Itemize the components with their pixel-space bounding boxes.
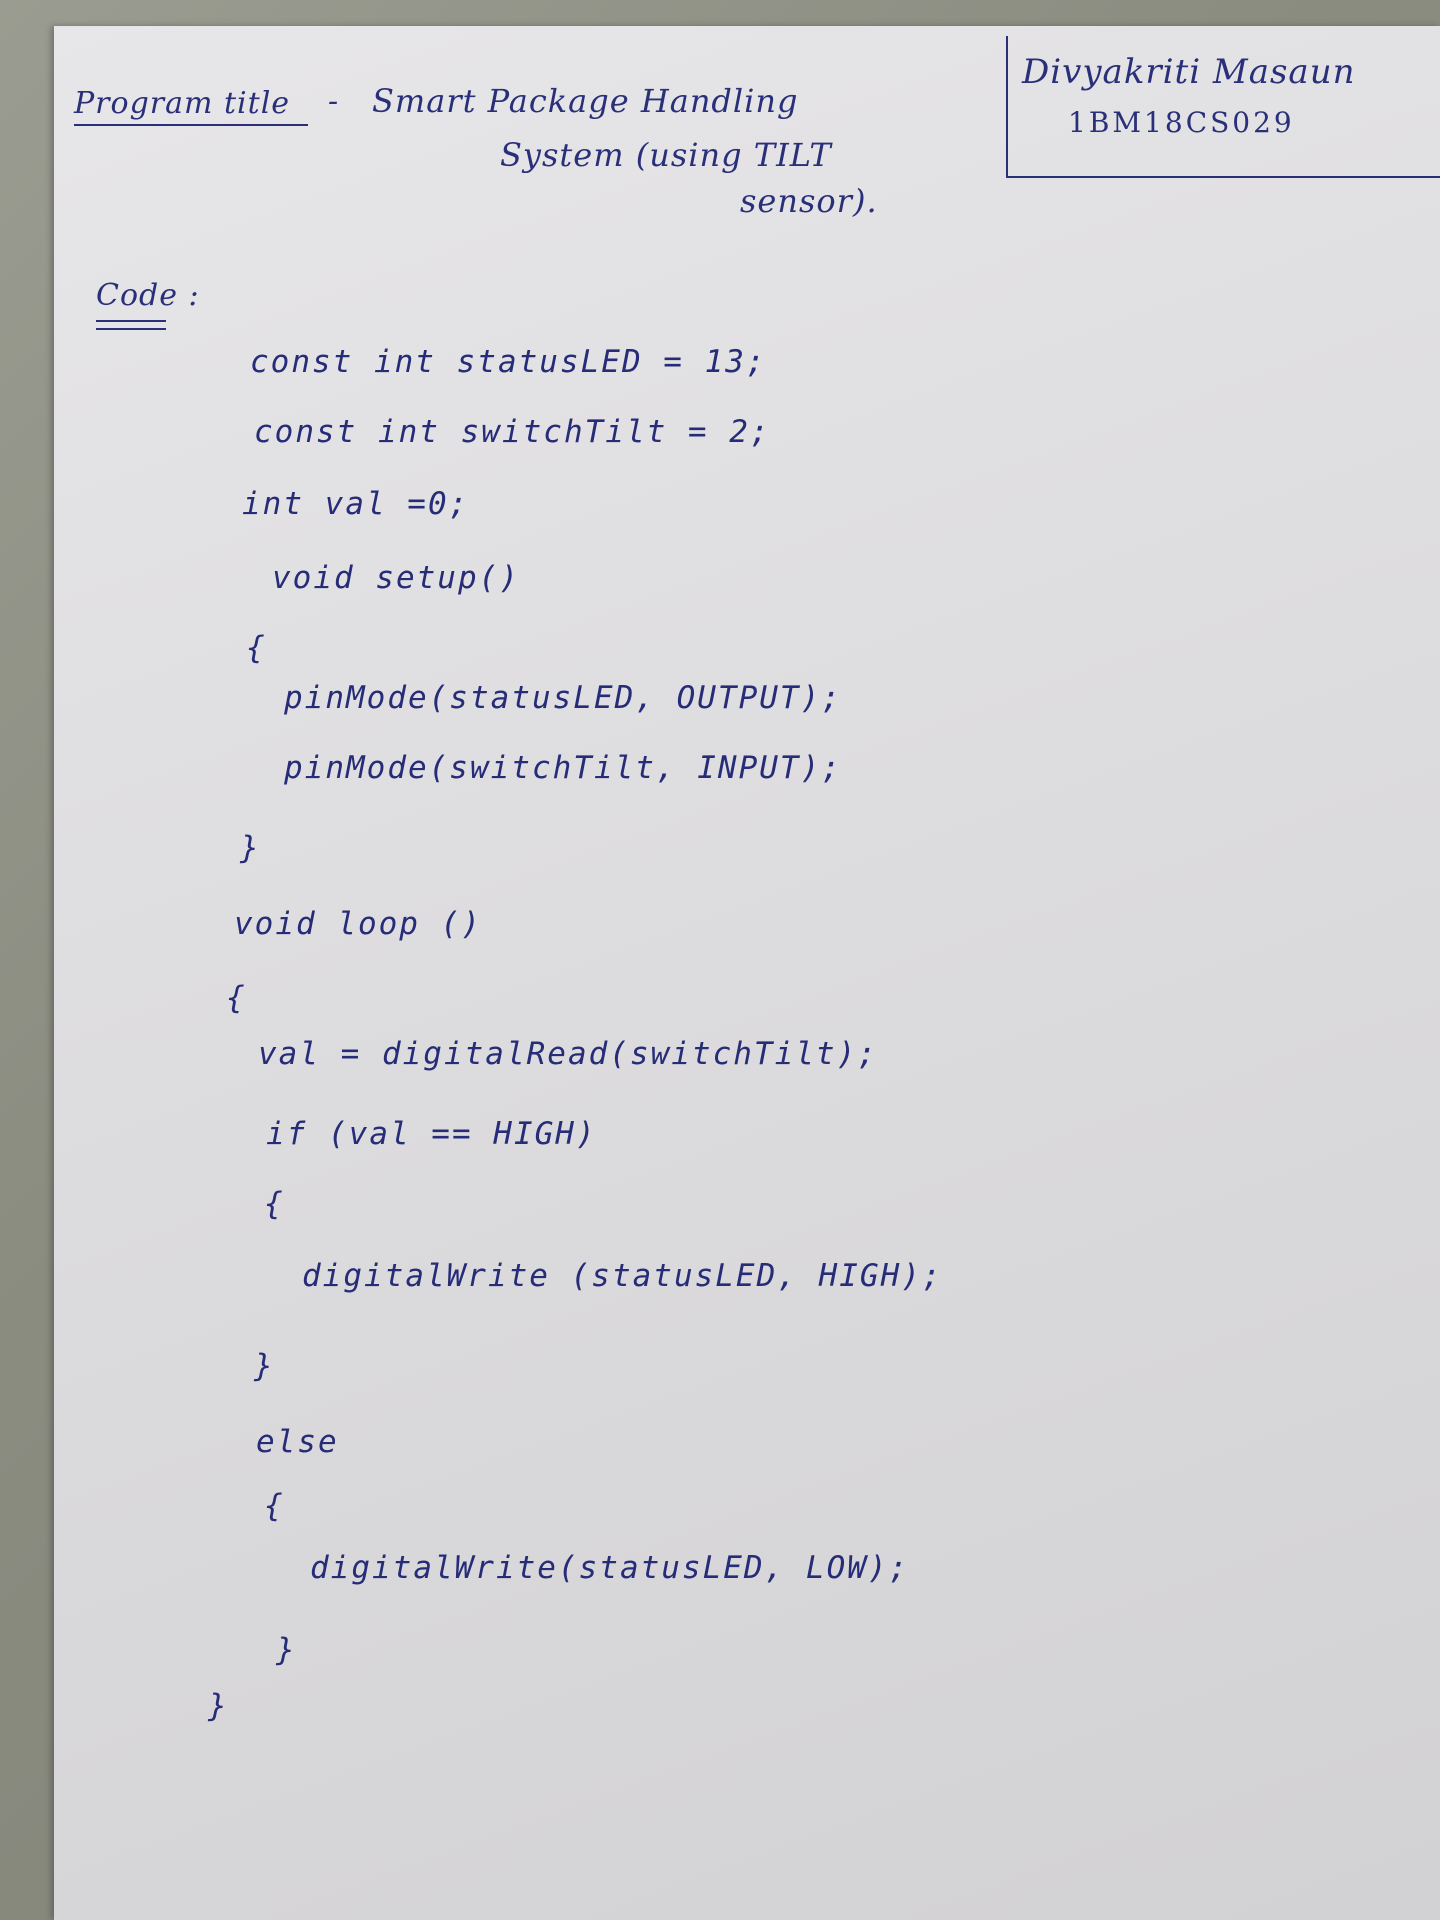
program-title-separator: -	[328, 84, 340, 119]
program-title-line-1: Smart Package Handling	[372, 82, 799, 120]
code-line-8: }	[240, 830, 261, 866]
code-line-5: {	[246, 630, 267, 666]
code-line-13: {	[264, 1186, 285, 1222]
program-title-label: Program title	[74, 86, 291, 121]
code-line-4: void setup()	[272, 560, 520, 596]
code-line-1: const int statusLED = 13;	[250, 344, 767, 380]
code-line-14: digitalWrite (statusLED, HIGH);	[302, 1258, 943, 1294]
code-line-11: val = digitalRead(switchTilt);	[258, 1036, 878, 1072]
code-line-20: }	[208, 1688, 229, 1724]
code-line-7: pinMode(switchTilt, INPUT);	[284, 750, 842, 786]
program-title-line-2: System (using TILT	[500, 136, 832, 174]
program-title-underline	[74, 124, 308, 126]
code-line-3: int val =0;	[242, 486, 470, 522]
code-line-6: pinMode(statusLED, OUTPUT);	[284, 680, 842, 716]
code-line-2: const int switchTilt = 2;	[254, 414, 771, 450]
code-label-underline-2	[96, 328, 166, 330]
code-line-19: }	[276, 1632, 297, 1668]
student-name: Divyakriti Masaun	[1022, 52, 1356, 92]
student-id-box	[1006, 36, 1440, 178]
code-line-16: else	[256, 1424, 339, 1460]
code-line-17: {	[264, 1488, 285, 1524]
student-usn: 1BM18CS029	[1068, 106, 1295, 139]
paper-sheet	[54, 26, 1440, 1920]
code-line-10: {	[226, 980, 247, 1016]
code-line-12: if (val == HIGH)	[266, 1116, 597, 1152]
code-line-18: digitalWrite(statusLED, LOW);	[310, 1550, 910, 1586]
code-label: Code :	[96, 278, 200, 313]
code-label-underline-1	[96, 320, 166, 322]
code-line-9: void loop ()	[234, 906, 482, 942]
program-title-line-3: sensor).	[740, 182, 878, 220]
code-line-15: }	[254, 1348, 275, 1384]
